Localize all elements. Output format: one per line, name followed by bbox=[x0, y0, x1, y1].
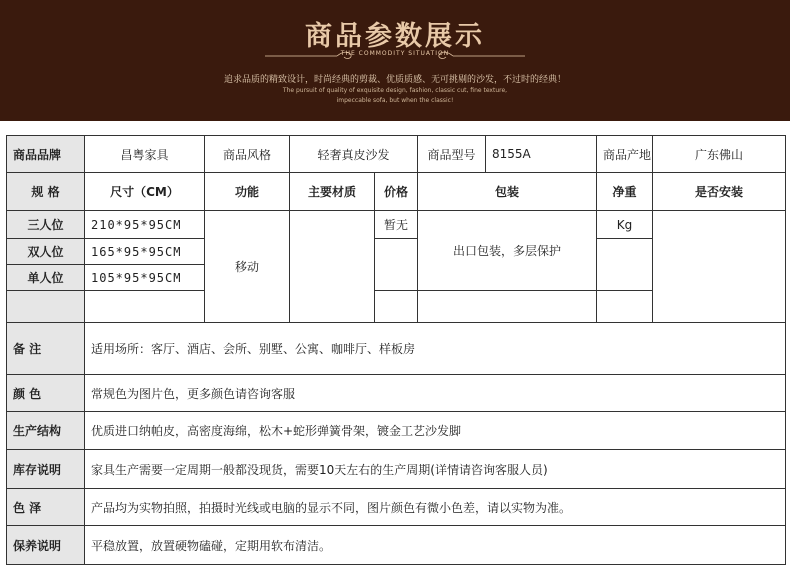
luster-label: 色 泽 bbox=[7, 489, 85, 526]
banner-subtitle: THE COMMODITY SITUATION bbox=[340, 50, 450, 57]
banner-slogan-en-1: The pursuit of quality of exquisite design, fashion, classic cut, fine texture, bbox=[282, 87, 508, 94]
weight-empty-cell bbox=[597, 239, 653, 291]
care-value: 平稳放置，放置硬物磕碰，定期用软布清洁。 bbox=[85, 526, 786, 565]
function-value: 移动 bbox=[205, 211, 290, 323]
price-header: 价格 bbox=[375, 173, 418, 211]
material-value bbox=[290, 211, 375, 323]
model-value: 8155A bbox=[486, 136, 597, 173]
spec-label: 规 格 bbox=[7, 173, 85, 211]
model-label: 商品型号 bbox=[418, 136, 486, 173]
table-row bbox=[7, 489, 786, 526]
price-empty-cell bbox=[375, 239, 418, 291]
table-row bbox=[7, 412, 786, 450]
note-label: 备 注 bbox=[7, 323, 85, 375]
table-row bbox=[7, 211, 786, 239]
price-value: 暂无 bbox=[375, 211, 418, 239]
table-row bbox=[7, 526, 786, 565]
spec-table bbox=[6, 135, 786, 565]
table-row bbox=[7, 375, 786, 412]
stock-label: 库存说明 bbox=[7, 450, 85, 489]
style-value: 轻奢真皮沙发 bbox=[290, 136, 418, 173]
brand-value: 昌粤家具 bbox=[85, 136, 205, 173]
banner-subtitle-row bbox=[0, 50, 790, 62]
install-value bbox=[653, 211, 786, 323]
weight-header: 净重 bbox=[597, 173, 653, 211]
size-label-three-seat: 三人位 bbox=[7, 211, 85, 239]
origin-value: 广东佛山 bbox=[653, 136, 786, 173]
color-value: 常规色为图片色，更多颜色请咨询客服 bbox=[85, 375, 786, 412]
install-header: 是否安装 bbox=[653, 173, 786, 211]
brand-label: 商品品牌 bbox=[7, 136, 85, 173]
size-dims-two-seat: 165*95*95CM bbox=[85, 239, 205, 265]
size-label-two-seat: 双人位 bbox=[7, 239, 85, 265]
header-banner bbox=[0, 0, 790, 121]
size-label-single-seat: 单人位 bbox=[7, 265, 85, 291]
empty-package-cell bbox=[418, 291, 597, 323]
structure-label: 生产结构 bbox=[7, 412, 85, 450]
banner-slogan-en-2: impeccable sofa, but when the classic! bbox=[336, 97, 454, 104]
empty-label-cell bbox=[7, 291, 85, 323]
note-value: 适用场所：客厅、酒店、会所、别墅、公寓、咖啡厅、样板房 bbox=[85, 323, 786, 375]
table-row bbox=[7, 173, 786, 211]
luster-value: 产品均为实物拍照，拍摄时光线或电脑的显示不同，图片颜色有微小色差，请以实物为准。 bbox=[85, 489, 786, 526]
care-label: 保养说明 bbox=[7, 526, 85, 565]
color-label: 颜 色 bbox=[7, 375, 85, 412]
table-row bbox=[7, 323, 786, 375]
package-value: 出口包装，多层保护 bbox=[418, 211, 597, 291]
empty-weight-cell bbox=[597, 291, 653, 323]
size-dims-three-seat: 210*95*95CM bbox=[85, 211, 205, 239]
banner-slogan-cn: 追求品质的精致设计，时尚经典的剪裁、优质质感、无可挑剔的沙发，不过时的经典！ bbox=[223, 75, 566, 85]
origin-label: 商品产地 bbox=[597, 136, 653, 173]
table-row bbox=[7, 450, 786, 489]
size-header: 尺寸（CM） bbox=[85, 173, 205, 211]
style-label: 商品风格 bbox=[205, 136, 290, 173]
stock-value: 家具生产需要一定周期一般都没现货，需要10天左右的生产周期(详情请咨询客服人员) bbox=[85, 450, 786, 489]
size-dims-single-seat: 105*95*95CM bbox=[85, 265, 205, 291]
weight-value: Kg bbox=[597, 211, 653, 239]
function-header: 功能 bbox=[205, 173, 290, 211]
table-row bbox=[7, 136, 786, 173]
material-header: 主要材质 bbox=[290, 173, 375, 211]
empty-size-cell bbox=[85, 291, 205, 323]
structure-value: 优质进口纳帕皮，高密度海绵，松木+蛇形弹簧骨架，镀金工艺沙发脚 bbox=[85, 412, 786, 450]
banner-title: 商品参数展示 bbox=[305, 21, 485, 52]
empty-price-cell bbox=[375, 291, 418, 323]
right-ornament-icon bbox=[435, 51, 525, 61]
package-header: 包装 bbox=[418, 173, 597, 211]
